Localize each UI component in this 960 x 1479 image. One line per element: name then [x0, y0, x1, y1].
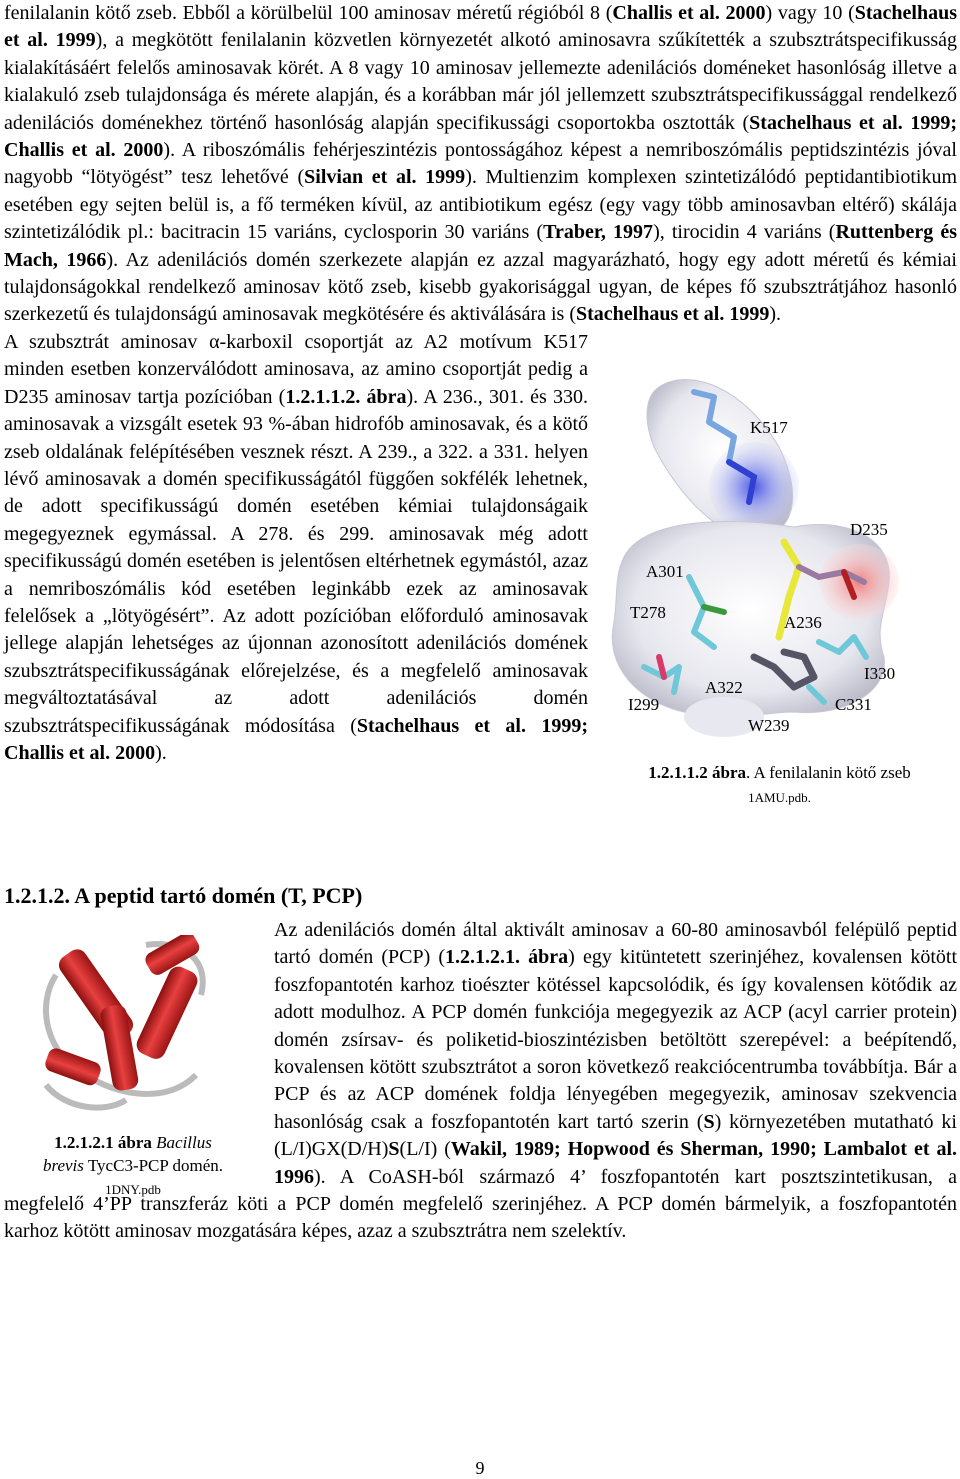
text: ).	[769, 303, 782, 326]
text: ) környezetében mutatható ki (L/I)GX(D/H)	[274, 1110, 957, 1161]
text: ) vagy 10 (	[765, 2, 855, 24]
page-number: 9	[475, 1458, 485, 1478]
text: ). A 236., 301. és 330. aminosavak a vizsgált esetek 93 %-ában hidrofób aminosavak, és a kötő zseb oldalának felépítésében vesznek részt. A 239., a 322. a 331. helyen lévő aminosavak a domén specifikusságától függően sokfélék lehetnek, de adott specifikusságú domén esetében kémiai tulajdonságaik megegyeznek egymással. A 278. és 299. aminosavak még adott specifikusságú domén esetében is jelentősen eltérhetnek egymástól, azaz a nemriboszómális kód esetében leginkább ezek az aminosavak felelősek a „lötyögésért”. Az adott pozícióban előforduló aminosavak jellege alapján lehetséges az újonnan azonosított adenilációs domének szubsztrátspecifikusságának előrejelzése, és a megfelelő aminosavak megváltoztatásával az adott adenilációs domén szubsztrátspecifikusságának módosítása (	[4, 385, 588, 737]
figure-binding-pocket	[602, 367, 957, 817]
text: -karboxil csoportját az A2 motívum K517 minden esetben konzerválódott aminosava, az amino csoportját pedig a D235 aminosav tartja pozícióban (	[4, 330, 588, 408]
citation: Stachelhaus et al. 1999; Challis et al. 2000	[4, 714, 588, 764]
text: ), tirocidin 4 variáns (	[653, 221, 836, 244]
text: A szubsztrát aminosav	[4, 330, 210, 353]
paragraph-3	[4, 917, 957, 1246]
caption-text: TycC3-PCP domén.	[87, 1155, 223, 1175]
citation: Ruttenberg és Mach, 1966	[4, 221, 957, 271]
citation: Challis et al. 2000	[612, 2, 766, 24]
section-number: 1.2.1.2.	[4, 882, 70, 908]
label-t278: T278	[630, 602, 666, 622]
label-k517: K517	[750, 417, 788, 437]
figure-2-caption	[4, 1131, 262, 1200]
text: (L/I) (	[399, 1138, 451, 1161]
caption-pdb: 1DNY.pdb	[105, 1181, 161, 1197]
text: ). Multienzim komplexen szintetizálódó peptidantibiotikum esetében egy sejten belül is, a fő terméken kívül, az antibiotikum egész (egy vagy több aminosavban eltérő) skálája szintetizálódik pl.: bacitracin 15 variáns, cyclosporin 30 variáns (	[4, 166, 957, 244]
figure-1-caption	[602, 761, 957, 810]
label-d235: D235	[850, 519, 888, 539]
pcp-domain-structure-image	[26, 935, 216, 1115]
caption-number: 1.2.1.1.2 ábra	[648, 762, 746, 782]
text: ), a megkötött fenilalanin közvetlen környezetét alkotó aminosavra szűkítették a szubsztrátspecifikusság kialakításáért felelős aminosavak körét. A 8 vagy 10 aminosav jellemezte adenilációs doméneket hasonlóság illetve a kialakuló zseb tulajdonsága és mérete alapján, és a korábban már jól jellemzett szubsztrátspecifikussággal rendelkező adenilációs doménekhez történő hasonlóság alapján specifikussági csoportokba osztották (	[4, 29, 958, 134]
caption-pdb: 1AMU.pdb.	[748, 789, 811, 805]
text: Az adenilációs domén által aktivált aminosav a 60-80 aminosavból felépülő peptid tartó domén (PCP) (	[274, 918, 957, 969]
caption-number: 1.2.1.2.1 ábra	[54, 1132, 152, 1152]
text: ). A riboszómális fehérjeszintézis pontosságához képest a nemriboszómális peptidszintézis jóval nagyobb “lötyögést” tesz lehetővé (	[4, 139, 957, 189]
caption-text: . A fenilalanin kötő zseb	[745, 762, 911, 782]
section-title: A peptid tartó domén (T, PCP)	[74, 882, 363, 908]
serine-symbol: S	[703, 1110, 715, 1133]
section-heading	[4, 881, 957, 911]
figure-ref: 1.2.1.1.2. ábra	[285, 385, 407, 408]
label-a322: A322	[705, 677, 743, 697]
label-w239: W239	[748, 715, 790, 735]
alpha-symbol: α	[209, 330, 220, 353]
label-i299: I299	[628, 694, 660, 714]
label-a301: A301	[646, 561, 684, 581]
text: ).	[155, 741, 167, 764]
citation: Stachelhaus et al. 1999; Challis et al. 2000	[4, 111, 958, 162]
text: ). Az adenilációs domén szerkezete alapján ez azzal magyarázható, hogy egy adott méretű és kémiai tulajdonságokkal rendelkező aminosav kötő zseb, kisebb gyakorisággal ugyan, de képes fő szubsztrátjához hasonló szerkezetű és tulajdonságú aminosavak megkötésére és aktiválására is (	[4, 248, 957, 326]
text: ). A CoASH-ból származó 4’ foszfopantotén kart posztszintetikusan, a megfelelő 4’PP transzferáz köti a PCP domén megfelelő szerinjéhez. A PCP domén bármelyik, a foszfopantotén karhoz kötött aminosav mozgatására képes, azaz a szubsztrátra nem szelektív.	[4, 1165, 957, 1243]
citation: Stachelhaus et al. 1999	[576, 303, 770, 326]
serine-symbol: S	[388, 1138, 400, 1161]
figure-ref: 1.2.1.2.1. ábra	[445, 946, 569, 969]
figure-pcp-domain	[4, 917, 262, 1197]
text: fenilalanin kötő zseb. Ebből a körülbelül 100 aminosav méretű régióból 8 (	[4, 2, 613, 24]
text: ) egy kitüntetett szerinjéhez, kovalensen kötött foszfopantotén karhoz tioészter kötéssel kapcsolódik, és így kovalensen kötődik az adott modulhoz. A PCP domén funkciója megegyezik az ACP (acyl carrier protein) domén zsírsav- és poliketid-bioszintézisben betöltött szerepével: a beépítendő, kovalensen kötött szubsztrátot a soron következő reakciócentrumba továbbítja. Bár a PCP és az ACP domének foldja lényegében megegyezik, aminosav szekvencia hasonlóság csak a foszfopantotén kart tartó szerin (	[274, 946, 957, 1133]
label-c331: C331	[835, 694, 872, 714]
paragraph-1	[4, 0, 957, 329]
citation: Wakil, 1989; Hopwood és Sherman, 1990; Lambalot et al. 1996	[274, 1138, 957, 1188]
label-a236: A236	[784, 612, 822, 632]
caption-species: Bacillus	[156, 1132, 212, 1152]
caption-species: brevis	[42, 1155, 84, 1175]
citation: Stachelhaus et al. 1999	[4, 2, 957, 52]
citation: Silvian et al. 1999	[304, 166, 466, 189]
label-i330: I330	[864, 663, 896, 683]
page	[4, 0, 957, 1246]
citation: Traber, 1997	[543, 221, 654, 244]
